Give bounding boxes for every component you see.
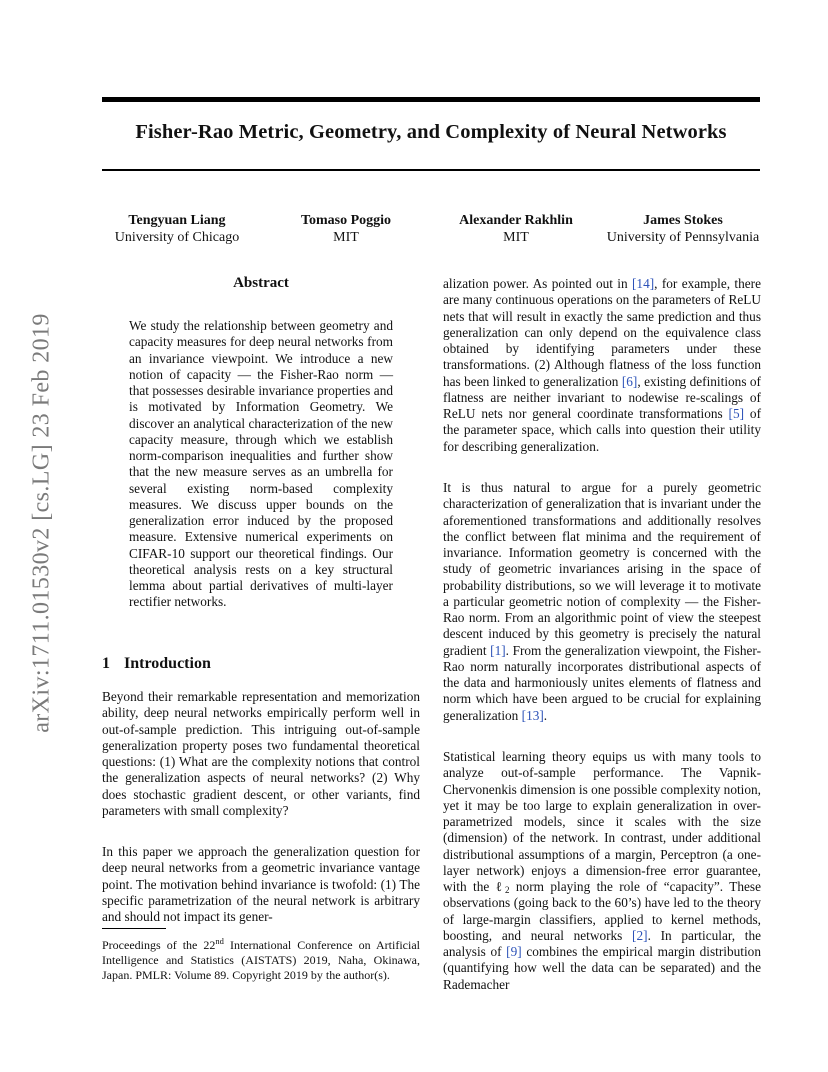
paragraph-text: Beyond their remarkable representation and memorization ability, deep neural networks empirically perform well in out-of-sample prediction. This intriguing out-of-sample generalization property poses two fundamental theoretical questions: (1) What are the complexity notions that control the generalization aspects of neural networks? (2) Why does stochastic gradient descent, or other variants, find parameters with small complexity? (102, 689, 420, 818)
paragraph-text: alization power. As pointed out in (443, 276, 632, 291)
footnote-rule (102, 928, 166, 929)
title-top-rule (102, 97, 760, 102)
citation-link[interactable]: [9] (506, 944, 522, 959)
arxiv-identifier-stamp: arXiv:1711.01530v2 [cs.LG] 23 Feb 2019 (28, 313, 55, 733)
author-affiliation: University of Pennsylvania (606, 230, 760, 245)
author-affiliation: MIT (503, 230, 529, 245)
right-paragraph-1 (443, 276, 761, 455)
ell-symbol: ℓ (495, 879, 506, 894)
author-affiliation: University of Chicago (114, 230, 240, 245)
section-title: Introduction (124, 655, 211, 672)
citation-link[interactable]: [5] (728, 406, 745, 421)
section-number: 1 (102, 655, 110, 672)
citation-link[interactable]: [2] (632, 927, 648, 943)
citation-link[interactable]: [1] (490, 642, 506, 658)
author-block (271, 212, 421, 246)
norm-subscript: 2 (505, 885, 510, 895)
author-block (438, 212, 594, 246)
paragraph-text: of the parameter space, which calls into question their utility for describing generalization. (443, 406, 762, 454)
author-name: Alexander Rakhlin (459, 213, 573, 228)
citation-link[interactable]: [13] (521, 707, 544, 723)
ordinal-superscript: nd (215, 936, 224, 946)
footnote-text: Proceedings of the 22 (102, 938, 216, 952)
proceedings-footnote (102, 938, 420, 983)
intro-paragraph-2 (102, 844, 420, 925)
paragraph-text: It is thus natural to argue for a purely geometric characterization of generalization that is invariant under the aforementioned transformations and additionally resolves the conflict between flat minima and the requirement of invariance. Information geometry is concerned with the study of geometric invariances arising in the space of probability distributions, so we will leverage it to motivate a particular geometric notion of complexity — the Fisher-Rao norm. From an algorithmic point of view the steepest descent induced by this geometry is precisely the natural gradient (443, 480, 761, 658)
paragraph-text: In this paper we approach the generalization question for deep neural networks from a geometric invariance vantage point. The motivation behind invariance is twofold: (1) The specific parametrization of the neural network is arbitrary and should not impact its gener- (102, 844, 420, 924)
paper-title: Fisher-Rao Metric, Geometry, and Complexity of Neural Networks (135, 121, 727, 143)
title-bottom-rule (102, 169, 760, 171)
author-block (598, 212, 768, 246)
section-heading-introduction (102, 655, 211, 673)
citation-link[interactable]: [6] (621, 373, 638, 389)
right-paragraph-3 (443, 749, 761, 993)
paragraph-text: , for example, there are many continuous operations on the parameters of ReLU nets that will result in exactly the same prediction and thus generalization can only depend on the equivalence class obtained by identifying parameters under these transformations. (2) Although flatness of the loss function has been linked to generalization (443, 276, 761, 389)
footnote-text: International Conference on Artificial Intelligence and Statistics (AISTATS) 2019, Naha, Okinawa, Japan. PMLR: Volume 89. Copyright 2019 by the author(s). (102, 938, 420, 982)
paragraph-text: . In particular, the analysis of (443, 927, 761, 959)
intro-paragraph-1 (102, 689, 420, 819)
paragraph-text: Statistical learning theory equips us with many tools to analyze out-of-sample performance. The Vapnik-Chervonenkis dimension is one possible complexity notion, yet it may be too large to explain generalization in over-parametrized models, since it scales with the size (dimension) of the network. In contrast, under additional distributional assumptions of a margin, Perceptron (a one-layer network) enjoys a dimension-free error guarantee, with the (443, 749, 761, 894)
paragraph-text: norm playing the role of “capacity”. These observations (going back to the 60’s) have led to the theory of large-margin classifiers, applied to kernel methods, boosting, and neural networks (443, 879, 761, 943)
paragraph-text: . From the generalization viewpoint, the Fisher-Rao norm naturally incorporates distributional aspects of the data and harmoniously unites elements of flatness and norm which have been argued to be crucial for explaining generalization (443, 642, 762, 723)
author-affiliation: MIT (333, 230, 359, 245)
author-name: James Stokes (643, 213, 723, 228)
author-name: Tengyuan Liang (128, 213, 226, 228)
citation-link[interactable]: [14] (632, 276, 655, 291)
abstract-text: We study the relationship between geometry and capacity measures for deep neural networks from an invariance viewpoint. We introduce a new notion of capacity — the Fisher-Rao norm — that possesses desirable invariance properties and is motivated by Information Geometry. We discover an analytical characterization of the new capacity measure, through which we establish norm-comparison inequalities and further show that the new measure serves as an umbrella for several existing norm-based complexity measures. We discuss upper bounds on the generalization error induced by the proposed measure. Extensive numerical experiments on CIFAR-10 support our theoretical findings. Our theoretical analysis rests on a key structural lemma about partial derivatives of multi-layer rectifier networks. (129, 318, 393, 610)
author-block (102, 212, 252, 246)
paragraph-text: . (543, 707, 548, 723)
paragraph-text: , existing definitions of flatness are neither invariant to nodewise re-scalings of ReLU nets nor general coordinate transformations (443, 373, 761, 421)
abstract-body (129, 318, 393, 611)
right-paragraph-2 (443, 480, 761, 724)
paragraph-text: combines the empirical margin distribution (quantifying how well the data can be separated) and the Rademacher (443, 944, 761, 992)
author-name: Tomaso Poggio (300, 213, 392, 228)
abstract-heading: Abstract (233, 275, 289, 291)
